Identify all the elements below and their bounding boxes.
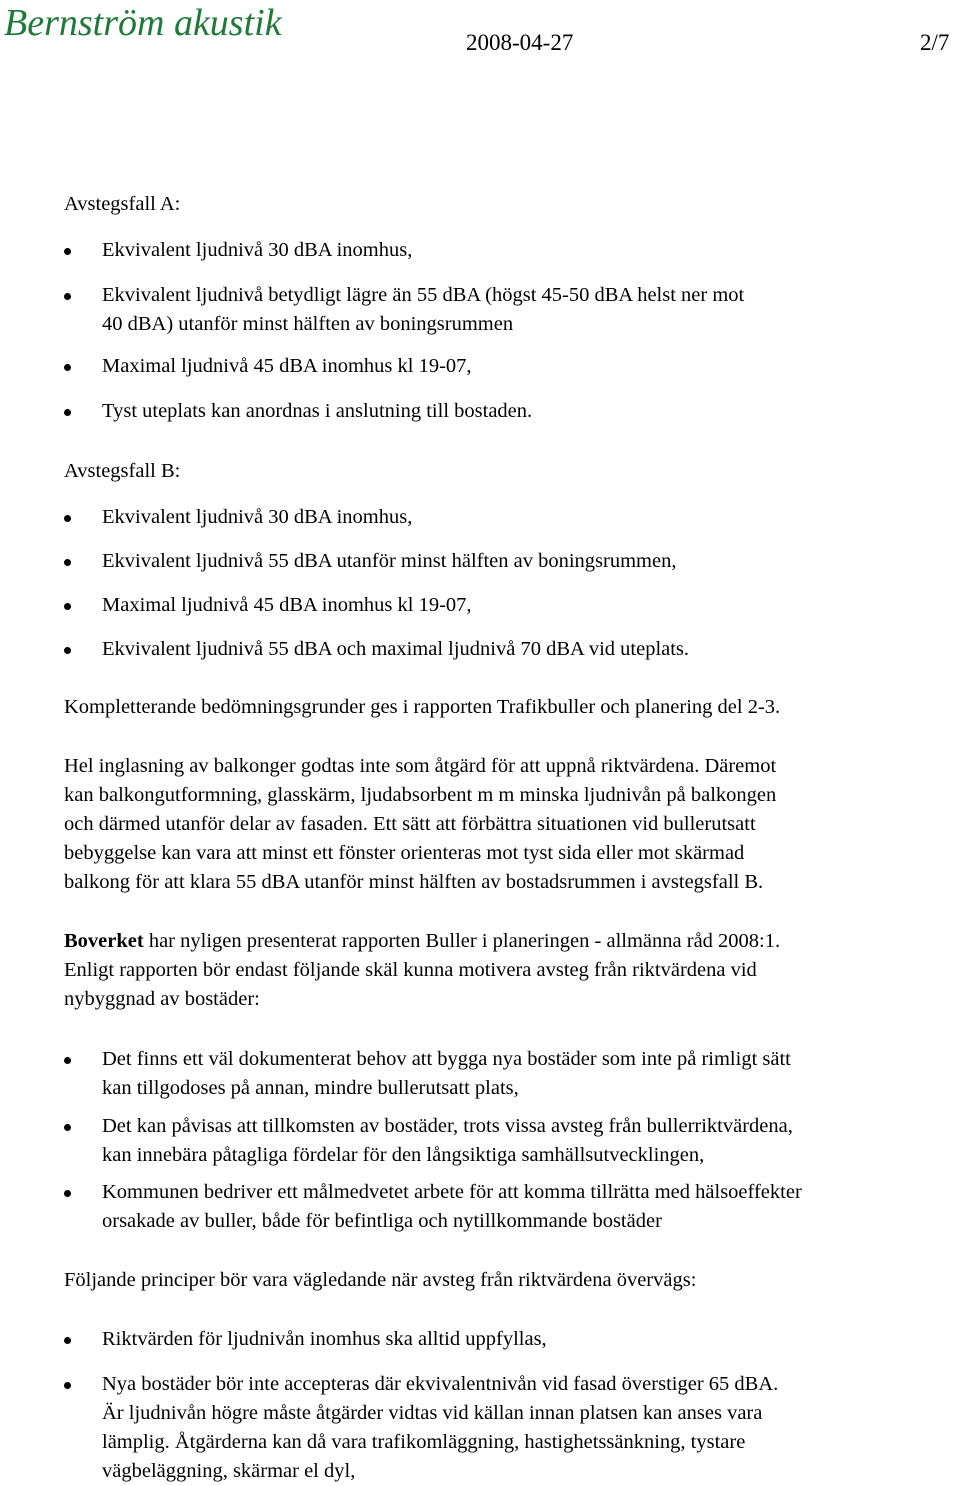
company-logo-text: Bernström akustik [4, 2, 282, 44]
paragraph-kompletterande: Kompletterande bedömningsgrunder ges i rapporten Trafikbuller och planering del 2-3. [64, 696, 781, 718]
bullet-icon [64, 1382, 71, 1389]
bullet-icon [64, 515, 71, 522]
bullet-icon [64, 293, 71, 300]
bullet-icon [64, 559, 71, 566]
principles-heading: Följande principer bör vara vägledande när avsteg från riktvärdena övervägs: [64, 1269, 697, 1291]
bullet-icon [64, 1124, 71, 1131]
section-b-heading: Avstegsfall B: [64, 460, 181, 482]
bullet-icon [64, 364, 71, 371]
bullet-icon [64, 1337, 71, 1344]
bullet-icon [64, 603, 71, 610]
bullet-icon [64, 647, 71, 654]
section-a-heading: Avstegsfall A: [64, 193, 181, 215]
bullet-icon [64, 1057, 71, 1064]
bullet-icon [64, 409, 71, 416]
boverket-name: Boverket [64, 930, 144, 952]
paragraph-boverket: Boverket har nyligen presenterat rapporten Buller i planeringen - allmänna råd 2008:1. Enligt rapporten bör endast följande skäl kunna motivera avsteg från riktvärdena vid nybyggnad av bostäder: [64, 930, 781, 1010]
bullet-icon [64, 1190, 71, 1197]
paragraph-inglasning: Hel inglasning av balkonger godtas inte som åtgärd för att uppnå riktvärdena. Däremot kan balkongutformning, glasskärm, ljudabsorbent m m minska ljudnivån på balkongen och därmed utanför delar av fasaden. Ett sätt att förbättra situationen vid bullerutsatt bebyggelse kan vara att minst ett fönster orienteras mot tyst sida eller mot skärmad balkong för att klara 55 dBA utanför minst hälften av bostadsrummen i avstegsfall B. [64, 755, 777, 893]
bullet-icon [64, 248, 71, 255]
document-date: 2008-04-27 [466, 30, 574, 55]
page-number: 2/7 [920, 30, 950, 55]
